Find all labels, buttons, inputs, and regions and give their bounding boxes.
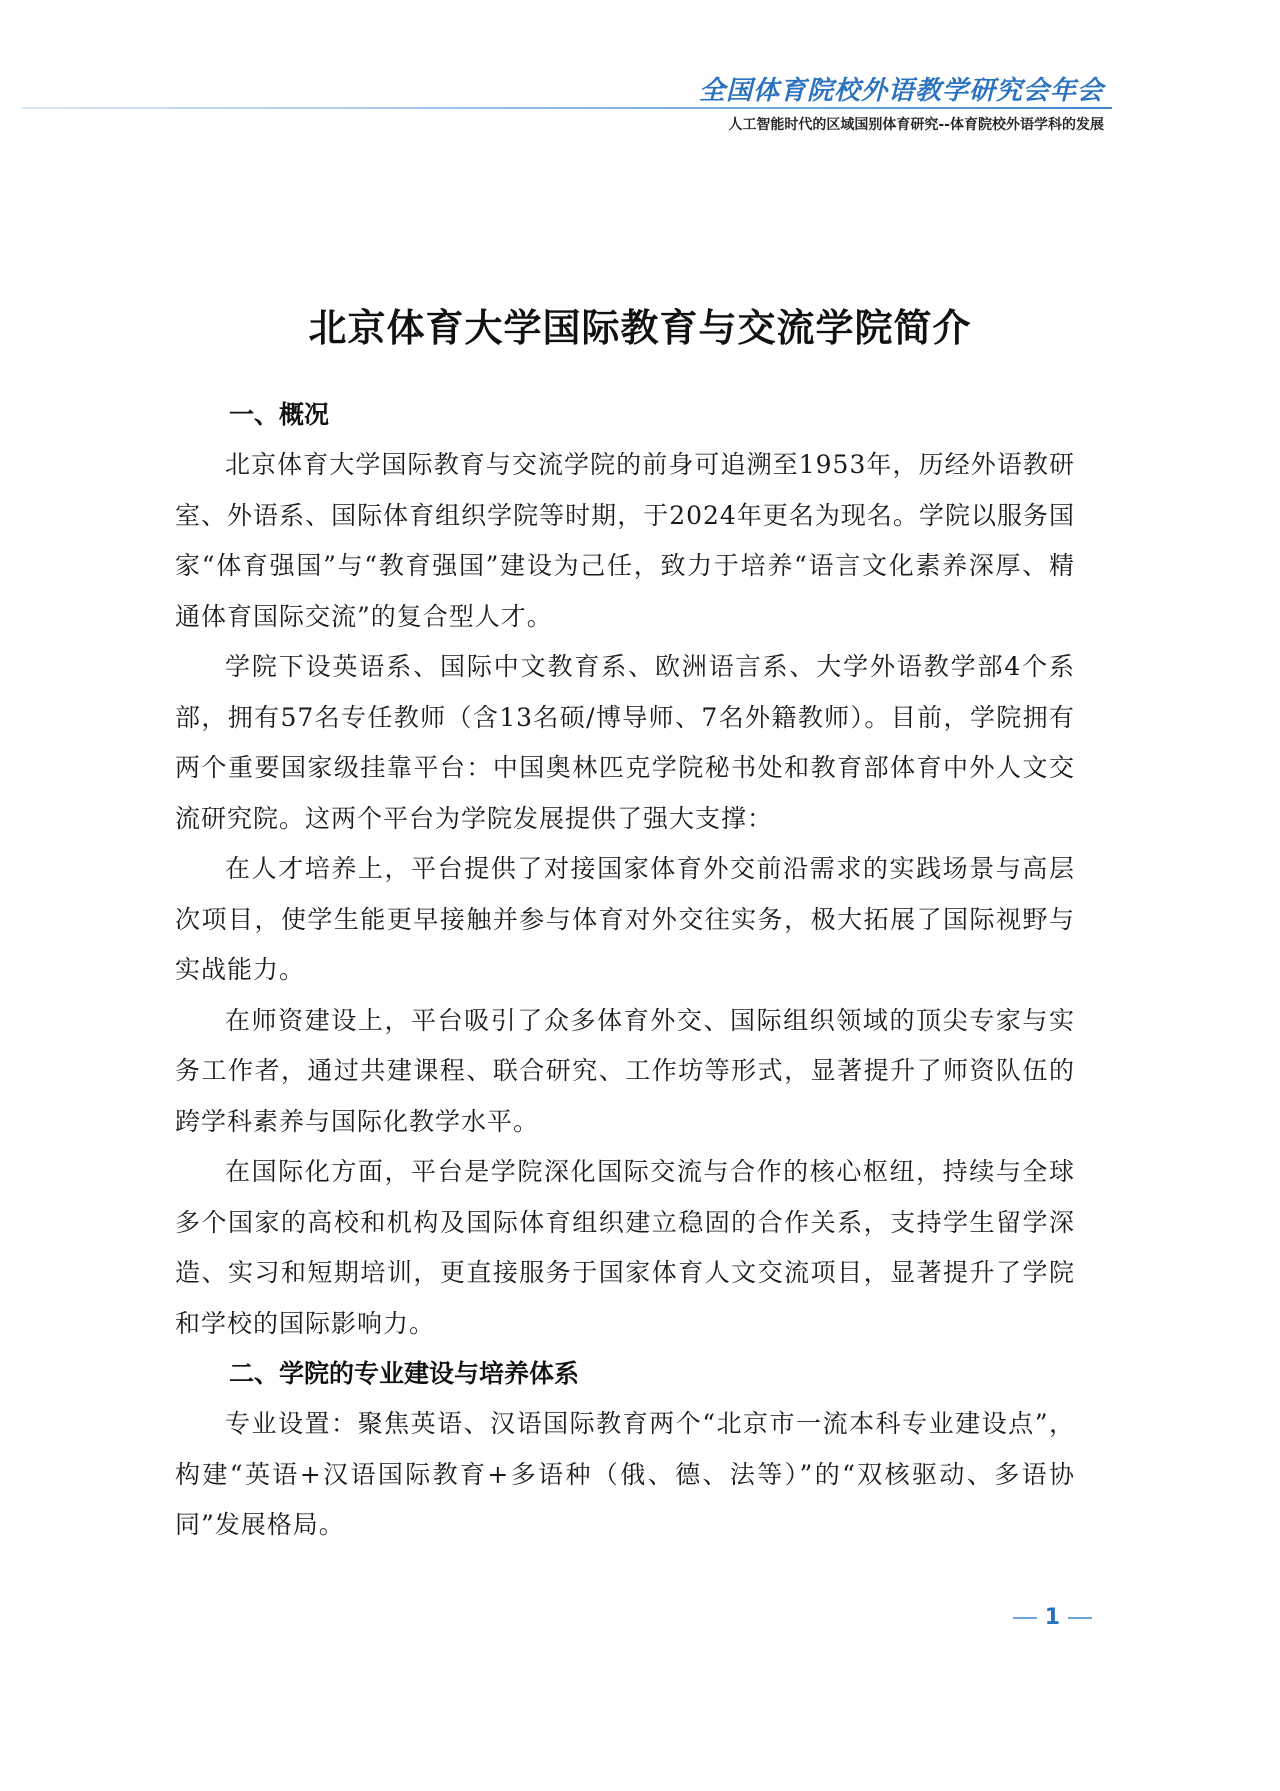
paragraph: 在师资建设上，平台吸引了众多体育外交、国际组织领域的顶尖专家与实务工作者，通过共建课程、联合研究、工作坊等形式，显著提升了师资队伍的跨学科素养与国际化教学水平。 (175, 1005, 1075, 1136)
conference-theme: 人工智能时代的区域国别体育研究--体育院校外语学科的发展 (728, 117, 1104, 133)
paragraph: 专业设置：聚焦英语、汉语国际教育两个“北京市一流本科专业建设点”，构建“英语+汉语国际教育+多语种（俄、德、法等）”的“双核驱动、多语协同”发展格局。 (175, 1409, 1075, 1539)
paragraph: 北京体育大学国际教育与交流学院的前身可追溯至1953年，历经外语教研室、外语系、国际体育组织学院等时期，于2024年更名为现名。学院以服务国家“体育强国”与“教育强国”建设为己任，致力于培养“语言文化素养深厚、精通体育国际交流”的复合型人才。 (175, 450, 1075, 631)
page-number (1013, 1605, 1092, 1630)
conference-title: 全国体育院校外语教学研究会年会 (698, 76, 1104, 106)
document-body (175, 390, 1075, 1551)
section-heading-programs: 二、学院的专业建设与培养体系 (229, 1359, 580, 1388)
document-title: 北京体育大学国际教育与交流学院简介 (308, 305, 972, 351)
paragraph: 在国际化方面，平台是学院深化国际交流与合作的核心枢纽，持续与全球多个国家的高校和机构及国际体育组织建立稳固的合作关系，支持学生留学深造、实习和短期培训，更直接服务于国家体育人文交流项目，显著提升了学院和学校的国际影响力。 (175, 1157, 1075, 1338)
header-divider (22, 107, 1112, 109)
paragraph: 在人才培养上，平台提供了对接国家体育外交前沿需求的实践场景与高层次项目，使学生能更早接触并参与体育对外交往实务，极大拓展了国际视野与实战能力。 (175, 854, 1075, 984)
page-number-dash-right (1068, 1617, 1092, 1619)
page-number-value: 1 (1044, 1605, 1060, 1630)
page-number-dash-left (1013, 1617, 1037, 1619)
paragraph: 学院下设英语系、国际中文教育系、欧洲语言系、大学外语教学部4个系部，拥有57名专任教师（含13名硕/博导师、7名外籍教师）。目前，学院拥有两个重要国家级挂靠平台：中国奥林匹克学院秘书处和教育部体育中外人文交流研究院。这两个平台为学院发展提供了强大支撑： (175, 652, 1075, 833)
section-heading-overview: 一、概况 (229, 400, 330, 429)
